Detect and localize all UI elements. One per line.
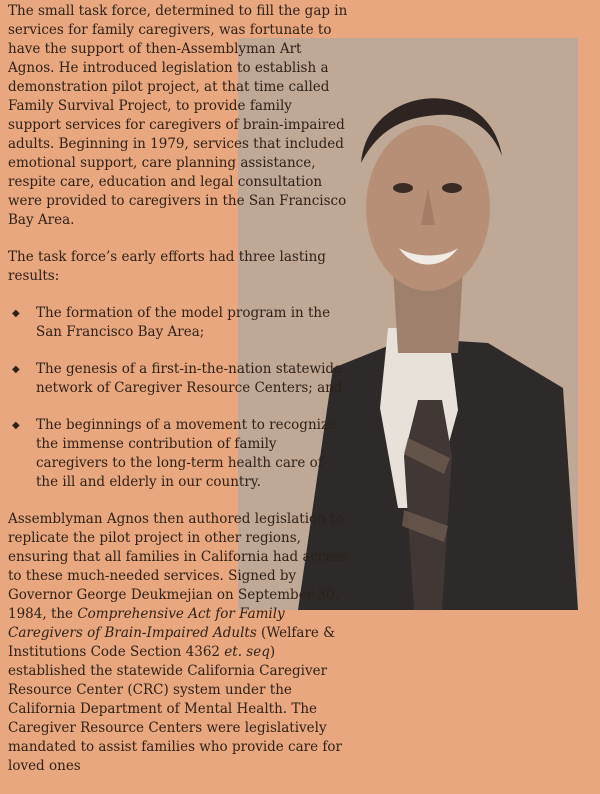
et-seq: et. seq [224, 644, 270, 660]
paragraph-3-part-1: Assemblyman Agnos then authored legislation to replicate the pilot project in other regions, ensuring that all families in California had access to these much-needed services. Signed by Governor George Deukmejian on September 30, 1984, the [8, 511, 348, 622]
paragraph-1: The small task force, determined to fill the gap in services for family caregivers, was fortunate to have the support of then-Assemblyman Art Agnos. He introduced legislation to establish a demonstration pilot project, at that time called Family Survival Project, to provide family support services for caregivers of brain-impaired adults. Beginning in 1979, services that included emotional support, care planning assistance, respite care, education and legal consultation were provided to caregivers in the San Francisco Bay Area. [8, 3, 348, 228]
results-list-text-2: The genesis of a first-in-the-nation statewide network of Caregiver Resource Centers; and [36, 361, 343, 396]
bullet-icon: ◆ [12, 420, 20, 431]
results-list [8, 304, 348, 492]
results-list-item-1 [8, 304, 348, 342]
act-title: Comprehensive Act for Family Caregivers of Brain-Impaired Adults [8, 606, 285, 641]
results-list-item-3 [8, 416, 348, 492]
results-list-item-2 [8, 360, 348, 398]
paragraph-3-part-3: ) established the statewide California Caregiver Resource Center (CRC) system under the California Department of Mental Health. The Caregiver Resource Centers were legislatively mandated to assist families who provide care for loved ones [8, 644, 342, 774]
paragraph-2: The task force’s early efforts had three lasting results: [8, 249, 326, 284]
bullet-icon: ◆ [12, 364, 20, 375]
article-text [8, 2, 348, 794]
paragraph-3 [8, 510, 348, 776]
bullet-icon: ◆ [12, 308, 20, 319]
paragraph-3-part-2: (Welfare & Institutions Code Section 4362 [8, 625, 336, 660]
results-list-text-1: The formation of the model program in the San Francisco Bay Area; [36, 305, 331, 340]
results-list-text-3: The beginnings of a movement to recognize the immense contribution of family caregivers to the long-term health care of the ill and elderly in our country. [36, 417, 337, 490]
